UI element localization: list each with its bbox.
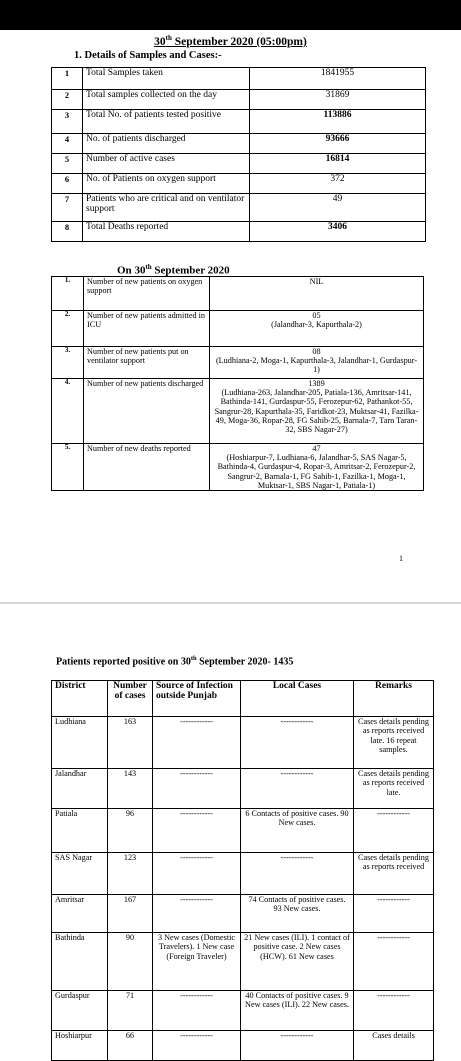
district-remarks: ------------: [354, 933, 434, 991]
detail-value: 113886: [250, 110, 426, 134]
update-row: [52, 444, 424, 491]
detail-value: 1841955: [250, 68, 426, 90]
district-row: [52, 991, 434, 1031]
update-value-cell: [210, 379, 424, 444]
date-suffix: th: [165, 34, 172, 42]
district-cases: 96: [108, 809, 153, 853]
update-label: Number of new patients admitted in ICU: [84, 311, 210, 347]
district-local: 40 Contacts of positive cases. 9 New cases (ILI). 22 New cases.: [241, 991, 354, 1031]
district-row: [52, 895, 434, 933]
detail-num: 7: [52, 194, 83, 222]
update-num: 3.: [52, 347, 84, 379]
detail-num: 6: [52, 174, 83, 194]
district-remarks: ------------: [354, 895, 434, 933]
district-row: [52, 1031, 434, 1061]
update-label: Number of new deaths reported: [84, 444, 210, 491]
samples-cases-table: [51, 67, 426, 242]
detail-num: 4: [52, 134, 83, 154]
detail-row: [52, 90, 426, 110]
district-cases: 90: [108, 933, 153, 991]
detail-value: 3406: [250, 222, 426, 242]
on-day: 30: [134, 264, 146, 277]
header-remarks: Remarks: [354, 681, 434, 717]
date-day: 30: [154, 35, 166, 48]
district-row: [52, 853, 434, 895]
detail-value: 31869: [250, 90, 426, 110]
district-name: Hoshiarpur: [52, 1031, 108, 1061]
detail-num: 8: [52, 222, 83, 242]
update-value: 47: [312, 444, 321, 453]
district-name: SAS Nagar: [52, 853, 108, 895]
district-row: [52, 769, 434, 809]
district-row: [52, 717, 434, 769]
on-prefix: On: [117, 264, 135, 277]
daily-updates-table: [51, 276, 424, 491]
p2-day: 30: [180, 656, 191, 668]
report-page-2: [0, 604, 461, 1040]
on-date-title: [117, 263, 230, 277]
district-local: ------------: [241, 1031, 354, 1061]
detail-num: 3: [52, 110, 83, 134]
on-suffix: th: [145, 263, 152, 271]
district-cases: 167: [108, 895, 153, 933]
detail-row: [52, 110, 426, 134]
detail-row: [52, 174, 426, 194]
district-cases: 163: [108, 717, 153, 769]
district-source: ------------: [153, 853, 241, 895]
update-label: Number of new patients on oxygen support: [84, 277, 210, 311]
update-row: [52, 347, 424, 379]
update-detail: (Jalandhar-3, Kapurthala-2): [271, 320, 362, 330]
district-source: ------------: [153, 895, 241, 933]
update-num: 2.: [52, 311, 84, 347]
detail-value: 372: [250, 174, 426, 194]
detail-num: 2: [52, 90, 83, 110]
section-title: 1. Details of Samples and Cases:-: [74, 50, 222, 61]
district-row: [52, 809, 434, 853]
date-rest: September 2020 (05:00pm): [171, 35, 307, 48]
p2-rest: September 2020- 1435: [196, 656, 294, 668]
district-source: ------------: [153, 991, 241, 1031]
header-district: District: [52, 681, 108, 717]
detail-num: 1: [52, 68, 83, 90]
detail-label: Total No. of patients tested positive: [83, 110, 250, 134]
on-rest: September 2020: [151, 264, 230, 277]
p2-prefix: Patients reported positive on: [56, 656, 181, 668]
detail-label: No. of patients discharged: [83, 134, 250, 154]
update-row: [52, 311, 424, 347]
update-num: 1.: [52, 277, 84, 311]
district-local: ------------: [241, 769, 354, 809]
district-name: Amritsar: [52, 895, 108, 933]
detail-label: Total Samples taken: [83, 68, 250, 90]
district-cases: 66: [108, 1031, 153, 1061]
detail-row: [52, 194, 426, 222]
detail-label: Total samples collected on the day: [83, 90, 250, 110]
district-local: 6 Contacts of positive cases. 90 New cases.: [241, 809, 354, 853]
update-detail: (Ludhiana-263, Jalandhar-205, Patiala-136, Amritsar-141, Bathinda-141, Gurdaspur-55, Ferozepur-62, Pathankot-55, Sangrur-28, Kapurthala-35, Faridkot-23, Muktsar-41, Fazilka-49, Moga-36, Ropar-28, FG Sahib-25, Barnala-7, Tarn Taran-32, SBS Nagar-27): [214, 388, 419, 434]
update-value-cell: [210, 277, 424, 311]
header-source: Source of Infection outside Punjab: [153, 681, 241, 717]
district-name: Gurdaspur: [52, 991, 108, 1031]
detail-label: No. of Patients on oxygen support: [83, 174, 250, 194]
district-name: Ludhiana: [52, 717, 108, 769]
detail-row: [52, 68, 426, 90]
detail-value: 16814: [250, 154, 426, 174]
update-row: [52, 277, 424, 311]
district-cases: 71: [108, 991, 153, 1031]
district-remarks: ------------: [354, 809, 434, 853]
header-local-cases: Local Cases: [241, 681, 354, 717]
p2-suffix: th: [190, 655, 197, 662]
district-source: ------------: [153, 809, 241, 853]
district-remarks: Cases details pending as reports received late.: [354, 769, 434, 809]
update-value-cell: [210, 311, 424, 347]
detail-row: [52, 134, 426, 154]
update-label: Number of new patients discharged: [84, 379, 210, 444]
update-detail: (Hoshiarpur-7, Ludhiana-6, Jalandhar-5, SAS Nagar-5, Bathinda-4, Gurdaspur-4, Ropar-3, Amritsar-2, Ferozepur-2, Sangrur-2, Barnala-1, FG Sahib-1, Fazilka-1, Moga-1, Muktsar-1, SBS Nagar-1, Patiala-1): [217, 453, 416, 490]
update-value: 1389: [308, 379, 325, 388]
update-value-cell: [210, 347, 424, 379]
district-local: ------------: [241, 717, 354, 769]
detail-value: 93666: [250, 134, 426, 154]
district-name: Bathinda: [52, 933, 108, 991]
update-value: 05: [312, 311, 321, 320]
top-bar: [0, 0, 461, 30]
district-local: 74 Contacts of positive cases. 93 New cases.: [241, 895, 354, 933]
district-remarks: ------------: [354, 991, 434, 1031]
district-row: [52, 933, 434, 991]
update-value-cell: [210, 444, 424, 491]
report-date-title: [0, 34, 461, 48]
update-num: 4.: [52, 379, 84, 444]
district-name: Jalandhar: [52, 769, 108, 809]
detail-label: Number of active cases: [83, 154, 250, 174]
update-detail: (Ludhiana-2, Moga-1, Kapurthala-3, Jalandhar-1, Gurdaspur-1): [215, 356, 418, 375]
report-page-1: [0, 30, 461, 602]
update-label: Number of new patients put on ventilator support: [84, 347, 210, 379]
update-value: 08: [312, 347, 321, 356]
update-value: NIL: [309, 277, 324, 286]
district-source: 3 New cases (Domestic Travelers). 1 New case (Foreign Traveler): [153, 933, 241, 991]
district-source: ------------: [153, 1031, 241, 1061]
detail-num: 5: [52, 154, 83, 174]
detail-row: [52, 154, 426, 174]
district-cases: 143: [108, 769, 153, 809]
district-source: ------------: [153, 717, 241, 769]
district-source: ------------: [153, 769, 241, 809]
district-cases-table: [51, 680, 434, 1061]
page-number: 1: [399, 554, 403, 563]
district-remarks: Cases details: [354, 1031, 434, 1061]
update-row: [52, 379, 424, 444]
district-cases: 123: [108, 853, 153, 895]
detail-label: Total Deaths reported: [83, 222, 250, 242]
detail-value: 49: [250, 194, 426, 222]
district-remarks: Cases details pending as reports received late. 16 repeat samples.: [354, 717, 434, 769]
update-num: 5.: [52, 444, 84, 491]
district-name: Patiala: [52, 809, 108, 853]
detail-row: [52, 222, 426, 242]
header-number-of-cases: Number of cases: [108, 681, 153, 717]
district-local: 21 New cases (ILI). 1 contact of positive case. 2 New cases (HCW). 61 New cases: [241, 933, 354, 991]
district-local: ------------: [241, 853, 354, 895]
positive-cases-title: [56, 655, 293, 667]
detail-label: Patients who are critical and on ventilator support: [83, 194, 250, 222]
district-remarks: Cases details pending as reports received: [354, 853, 434, 895]
